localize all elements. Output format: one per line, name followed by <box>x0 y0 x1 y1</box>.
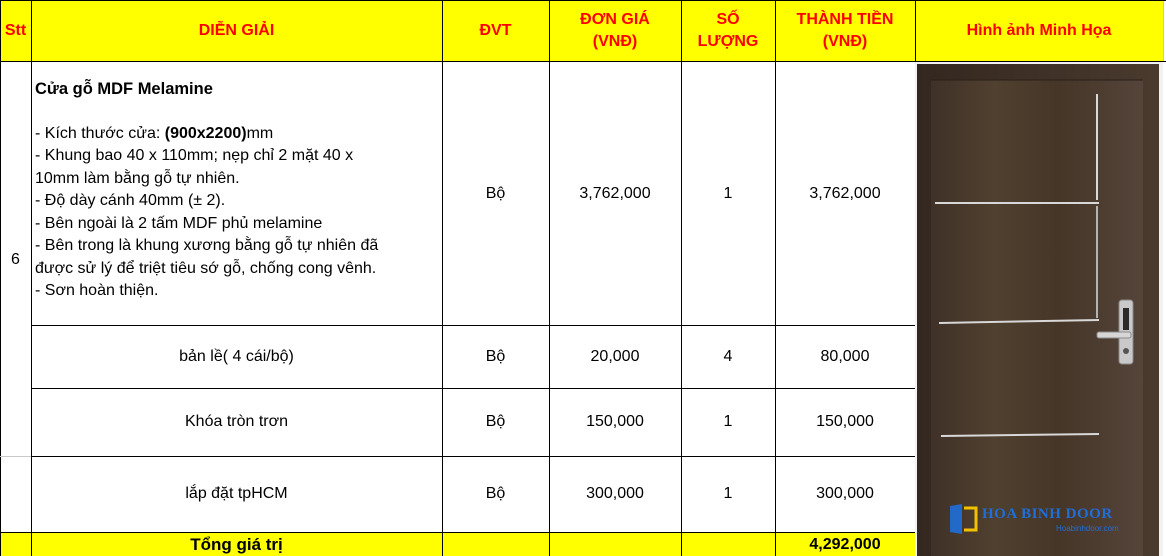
header-image <box>915 0 1163 62</box>
size-prefix: - Kích thước cửa: <box>35 124 165 142</box>
grid-line <box>0 0 1166 1</box>
header-image-label: Hình ảnh Minh Họa <box>966 22 1112 39</box>
total-value: 4,292,000 <box>809 535 881 553</box>
header-quantity-line2: LƯỢNG <box>697 33 759 50</box>
row-qty: 1 <box>723 485 733 502</box>
row-price: 20,000 <box>590 347 640 365</box>
header-unit <box>442 0 549 62</box>
product-line: - Bên ngoài là 2 tấm MDF phủ melamine <box>35 214 323 232</box>
product-line: - Bên trong là khung xương bằng gỗ tự nhiên đã <box>35 237 379 254</box>
product-title: Cửa gỗ MDF Melamine <box>35 80 213 98</box>
row-amount: 300,000 <box>816 485 874 502</box>
header-stt <box>0 0 31 62</box>
row-desc: bản lề( 4 cái/bộ) <box>179 347 294 365</box>
product-line: - Sơn hoàn thiện. <box>35 282 159 299</box>
row-amount: 80,000 <box>820 347 870 365</box>
watermark-logo <box>946 502 1146 542</box>
row-qty: 4 <box>723 347 733 365</box>
row-unit: Bộ <box>485 413 506 430</box>
header-unit-price-line2: (VNĐ) <box>592 33 638 50</box>
grid-line <box>1163 0 1164 62</box>
watermark-site: Hoabinhdoor.com <box>1056 524 1119 533</box>
row-qty: 1 <box>723 413 733 430</box>
product-line: - Độ dày cánh 40mm (± 2). <box>35 192 226 209</box>
product-description <box>35 78 440 303</box>
header-amount-line2: (VNĐ) <box>822 33 868 50</box>
logo-icon <box>946 502 980 536</box>
row-desc: Khóa tròn trơn <box>185 413 288 430</box>
row-price: 3,762,000 <box>579 185 651 202</box>
header-quantity-line1: SỐ <box>716 11 740 28</box>
header-unit-label: ĐVT <box>479 22 512 39</box>
row-qty: 1 <box>723 185 733 202</box>
product-line: - Khung bao 40 x 110mm; nẹp chỉ 2 mặt 40 x <box>35 147 354 164</box>
header-description <box>31 0 442 62</box>
stt-value: 6 <box>11 251 20 268</box>
door-image <box>915 62 1163 556</box>
row-unit: Bộ <box>485 485 506 502</box>
header-amount-line1: THÀNH TIỀN <box>796 11 894 28</box>
row-price: 300,000 <box>586 485 644 502</box>
product-line: được sử lý để triệt tiêu sớ gỗ, chống cong vênh. <box>35 259 377 277</box>
total-label: Tổng giá trị <box>190 534 283 554</box>
product-size-line <box>35 123 440 146</box>
size-suffix: mm <box>246 124 274 142</box>
grid-line <box>0 456 31 457</box>
product-line: 10mm làm bằng gỗ tự nhiên. <box>35 169 240 187</box>
header-unit-price <box>549 0 681 62</box>
row-desc: lắp đặt tpHCM <box>185 485 288 502</box>
header-amount <box>775 0 915 62</box>
header-description-label: DIỄN GIẢI <box>198 22 275 39</box>
size-value: (900x2200) <box>164 124 247 142</box>
header-quantity <box>681 0 775 62</box>
row-unit: Bộ <box>485 347 506 365</box>
watermark-brand: HOA BINH DOOR <box>982 506 1113 522</box>
row-amount: 150,000 <box>816 413 874 430</box>
header-unit-price-line1: ĐƠN GIÁ <box>580 11 650 28</box>
row-amount: 3,762,000 <box>809 185 881 202</box>
spacer <box>35 101 440 123</box>
header-stt-label: Stt <box>4 22 27 39</box>
row-unit: Bộ <box>485 185 506 202</box>
row-price: 150,000 <box>586 413 644 430</box>
